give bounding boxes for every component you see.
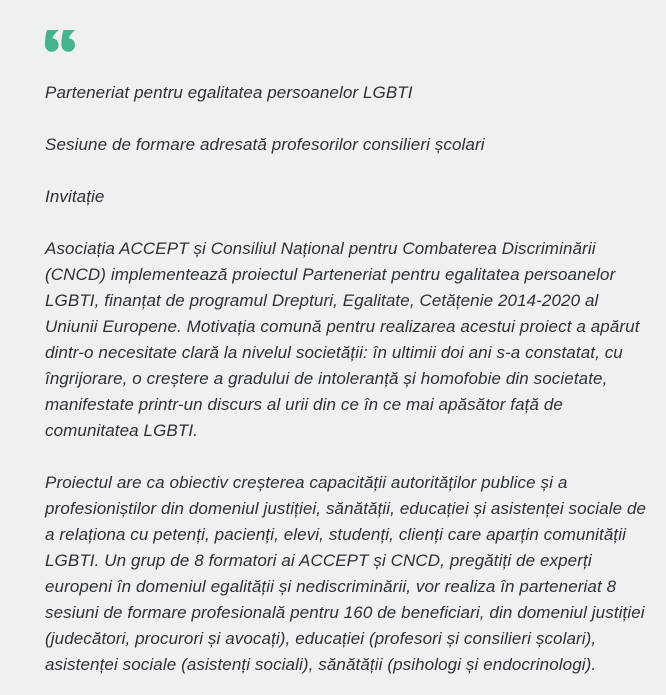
quote-paragraph-invitation: Invitație xyxy=(45,187,105,206)
quote-paragraph-title: Parteneriat pentru egalitatea persoanelor LGBTI xyxy=(45,83,413,102)
quote-paragraph-body-2: Proiectul are ca obiectiv creșterea capacității autorităților publice și a profesioniștilor din domeniul justiției, sănătății, educației și asistenței sociale de a relaționa cu petenți, pacienți, elevi, studenți, clienți care aparțin comunității LGBTI. Un grup de 8 formatori ai ACCEPT și CNCD, pregătiți de experți europeni în domeniul egalității și nediscriminării, vor realiza în parteneriat 8 sesiuni de formare profesională pentru 160 de beneficiari, din domeniul justiției (judecători, procurori și avocați), educației (profesori și consilieri școlari), asistenței sociale (asistenți sociali), sănătății (psihologi și endocrinologi). xyxy=(45,473,647,674)
quote-open-icon xyxy=(45,30,655,52)
quote-paragraph-subtitle: Sesiune de formare adresată profesorilor consilieri școlari xyxy=(45,135,485,154)
quote-paragraph-body-1: Asociația ACCEPT și Consiliul Național pentru Combaterea Discriminării (CNCD) implementează proiectul Parteneriat pentru egalitatea persoanelor LGBTI, finanțat de programul Drepturi, Egalitate, Cetățenie 2014-2020 al Uniunii Europene. Motivația comună pentru realizarea acestui proiect a apărut dintr-o necesitate clară la nivelul societății: în ultimii doi ani s-a constatat, cu îngrijorare, o creștere a gradului de intoleranță și homofobie din societate, manifestate printr-un discurs al urii din ce în ce mai apăsător față de comunitatea LGBTI. xyxy=(45,239,640,440)
blockquote xyxy=(45,30,655,678)
